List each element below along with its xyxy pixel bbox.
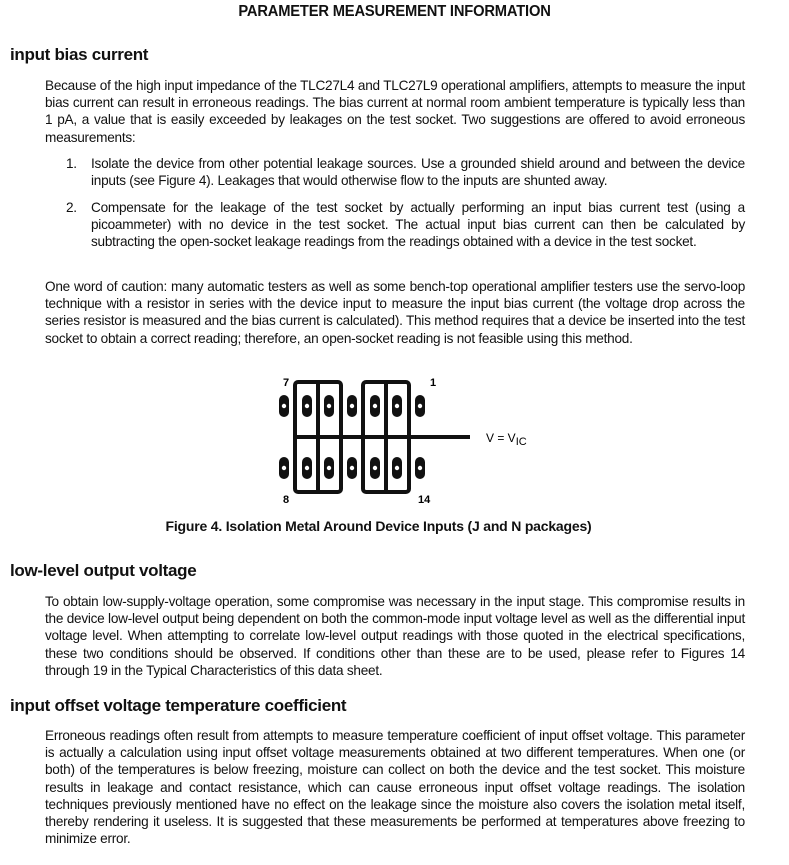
pin-hole: [282, 404, 286, 408]
pin-hole: [282, 466, 286, 470]
pin-hole: [395, 404, 399, 408]
pin-hole: [373, 404, 377, 408]
voltage-label: V = VIC: [486, 431, 527, 448]
caution-paragraph: One word of caution: many automatic testers as well as some bench-top operational amplifier testers use the servo-loop technique with a resistor in series with the device input to measure the input bias current (the voltage drop across the series resistor is measured and the bias current is calculated). This method requires that a device be inserted into the test socket to obtain a correct reading; therefore, an open-socket reading is not feasible using this method.: [45, 279, 745, 346]
list-item: [66, 199, 745, 251]
list-item: [66, 155, 745, 189]
section-heading-low-level-output-voltage: low-level output voltage: [10, 561, 197, 580]
input-bias-intro-paragraph: Because of the high input impedance of the TLC27L4 and TLC27L9 operational amplifiers, attempts to measure the input bias current can result in erroneous readings. The bias current at normal room ambient temperature is typically less than 1 pA, a value that is easily exceeded by leakages on the test socket. Two suggestions are offered to avoid erroneous measurements:: [45, 78, 745, 145]
pin-hole: [305, 466, 309, 470]
pin-label-1: 1: [430, 377, 437, 389]
pin-hole: [350, 404, 354, 408]
list-text: Compensate for the leakage of the test socket by actually performing an input bias current test (using a picoammeter) with no device in the test socket. The actual input bias current can then be calculated by subtracting the open-socket leakage readings from the readings obtained with a device in the test socket.: [91, 200, 745, 250]
pin-label-14: 14: [418, 494, 431, 506]
page-title: PARAMETER MEASUREMENT INFORMATION: [238, 3, 551, 20]
pin-hole: [418, 466, 422, 470]
section-heading-input-offset-voltage-temp-coefficient: input offset voltage temperature coefficient: [10, 696, 347, 715]
pin-hole: [350, 466, 354, 470]
pin-hole: [373, 466, 377, 470]
low-level-output-paragraph: To obtain low-supply-voltage operation, some compromise was necessary in the input stage. This compromise results in the device low-level output being dependent on both the common-mode input voltage level as well as the differential input voltage level. When attempting to correlate low-level output readings with those quoted in the electrical specifications, these two conditions should be observed. If conditions other than these are to be used, please refer to Figures 14 through 19 in the Typical Characteristics of this data sheet.: [45, 594, 745, 678]
section-heading-input-bias-current: input bias current: [10, 45, 149, 64]
pin-label-7: 7: [283, 377, 290, 389]
list-number: 1.: [66, 156, 77, 171]
pin-label-8: 8: [283, 494, 290, 506]
pin-hole: [327, 466, 331, 470]
pin-hole: [418, 404, 422, 408]
pin-hole: [305, 404, 309, 408]
isolation-metal-figure: [270, 370, 540, 510]
pin-hole: [395, 466, 399, 470]
figure-caption: Figure 4. Isolation Metal Around Device Inputs (J and N packages): [165, 518, 592, 534]
pin-hole: [327, 404, 331, 408]
list-number: 2.: [66, 200, 77, 215]
input-offset-voltage-paragraph: Erroneous readings often result from attempts to measure temperature coefficient of input offset voltage. This parameter is actually a calculation using input offset voltage measurements obtained at two different temperatures. When one (or both) of the temperatures is below freezing, moisture can collect on both the device and the test socket. This moisture results in leakage and contact resistance, which can cause erroneous input offset voltage readings. The isolation techniques previously mentioned have no effect on the leakage since the moisture also covers the isolation metal itself, thereby rendering it useless. It is suggested that these measurements be performed at temperatures above freezing to minimize error.: [45, 728, 745, 847]
list-text: Isolate the device from other potential leakage sources. Use a grounded shield around and between the device inputs (see Figure 4). Leakages that would otherwise flow to the inputs are shunted away.: [91, 156, 745, 189]
